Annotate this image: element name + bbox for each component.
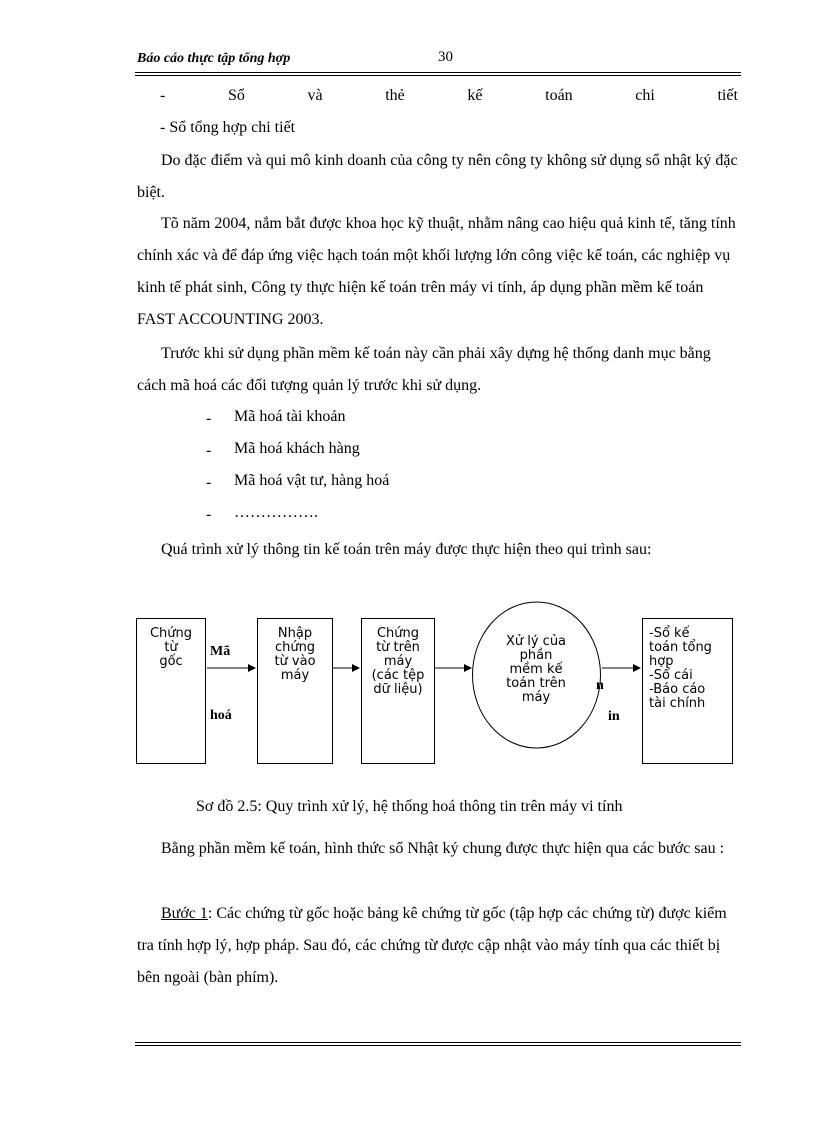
step-1-paragraph (137, 898, 739, 994)
box-text: toán tổng (649, 640, 712, 655)
box-text: từ vào (274, 654, 316, 669)
box-text: toán trên (506, 676, 566, 691)
word: và (307, 87, 323, 104)
word: Sổ (227, 87, 245, 104)
box-text: máy (383, 654, 413, 669)
box-text: phần (519, 648, 553, 663)
box-text: mềm kế (509, 662, 563, 677)
label-ma: Mã (210, 644, 231, 659)
summary-ledger-line: - Sổ tổng hợp chi tiết (160, 119, 296, 136)
box-text: Nhập (277, 626, 313, 641)
bullet-marker: - (206, 410, 212, 427)
label-in-top: n (596, 678, 604, 693)
box-text: -Sổ kế (649, 626, 690, 641)
label-hoa: hoá (210, 708, 232, 723)
bullet-marker: - (206, 442, 212, 459)
word: chi (635, 87, 655, 104)
bullet-item: Mã hoá khách hàng (234, 440, 360, 457)
box-text: gốc (159, 654, 183, 669)
bullet-marker: - (206, 506, 212, 523)
box-text: tài chính (649, 696, 706, 711)
diagram-caption: Sơ đồ 2.5: Quy trình xử lý, hệ thống hoá thông tin trên máy vi tính (196, 798, 623, 815)
box-text: (các tệp (371, 668, 425, 683)
word: thẻ (385, 87, 405, 104)
source-documents-box (136, 618, 206, 764)
box-text: Chứng (376, 626, 420, 641)
reports-box (642, 618, 733, 764)
box-text: từ (164, 640, 178, 655)
box-text: máy (521, 690, 551, 705)
ellipse-text (488, 635, 584, 705)
bullet-marker: - (206, 474, 212, 491)
word: kế (467, 87, 483, 104)
box-text: máy (280, 668, 310, 683)
step-1-label: Bước 1 (161, 905, 208, 922)
footer-rule-2 (135, 1045, 741, 1046)
step-1-text: : Các chứng từ gốc hoặc bảng kê chứng từ gốc (tập hợp các chứng từ) được kiểm tra tính hợp lý, hợp pháp. Sau đó, các chứng từ được cập nhật vào máy tính qua các thiết bị bên ngoài (bàn phím). (137, 905, 727, 986)
bullet-item: Mã hoá vật tư, hàng hoá (234, 472, 390, 489)
box-text: -Sổ cái (649, 668, 693, 683)
header-title: Báo cáo thực tập tổng hợp (137, 51, 291, 66)
box-text: từ trên (376, 640, 420, 655)
paragraph-4: Quá trình xử lý thông tin kế toán trên máy được thực hiện theo qui trình sau: (161, 541, 652, 558)
paragraph-3: Trước khi sử dụng phần mềm kế toán này cần phải xây dựng hệ thống danh mục bằng cách mã hoá các đối tượng quản lý trước khi sử dụng. (137, 345, 711, 394)
box-text: hợp (649, 654, 674, 669)
box-text: Chứng (149, 626, 193, 641)
box-text: Xử lý của (505, 634, 567, 649)
input-box (257, 618, 333, 764)
box-text: dữ liệu) (373, 682, 423, 697)
bullet-item: ……………. (234, 504, 318, 521)
bullet-item: Mã hoá tài khoản (234, 408, 346, 425)
label-in-bottom: in (608, 709, 620, 724)
paragraph-1: Do đặc điểm và qui mô kinh doanh của công ty nên công ty không sử dụng sổ nhật ký đặc biệt. (137, 152, 738, 201)
page-number: 30 (438, 49, 453, 65)
box-text: -Báo cáo (649, 682, 706, 697)
data-files-box (361, 618, 435, 764)
paragraph-5: Bằng phần mềm kế toán, hình thức sổ Nhật ký chung được thực hiện qua các bước sau : (161, 840, 725, 857)
footer-rule (135, 1042, 741, 1043)
word: toán (545, 87, 573, 104)
paragraph-2: Tõ năm 2004, nắm bắt được khoa học kỹ thuật, nhằm nâng cao hiệu quả kinh tế, tăng tính chính xác và để đáp ứng việc hạch toán một khối lượng lớn công việc kế toán, các nghiệp vụ kinh tế phát sinh, Công ty thực hiện kế toán trên máy vi tính, áp dụng phần mềm kế toán FAST ACCOUNTING 2003. (137, 215, 736, 328)
word: tiết (717, 87, 738, 104)
box-text: chứng (274, 640, 316, 655)
word: - (160, 87, 166, 104)
